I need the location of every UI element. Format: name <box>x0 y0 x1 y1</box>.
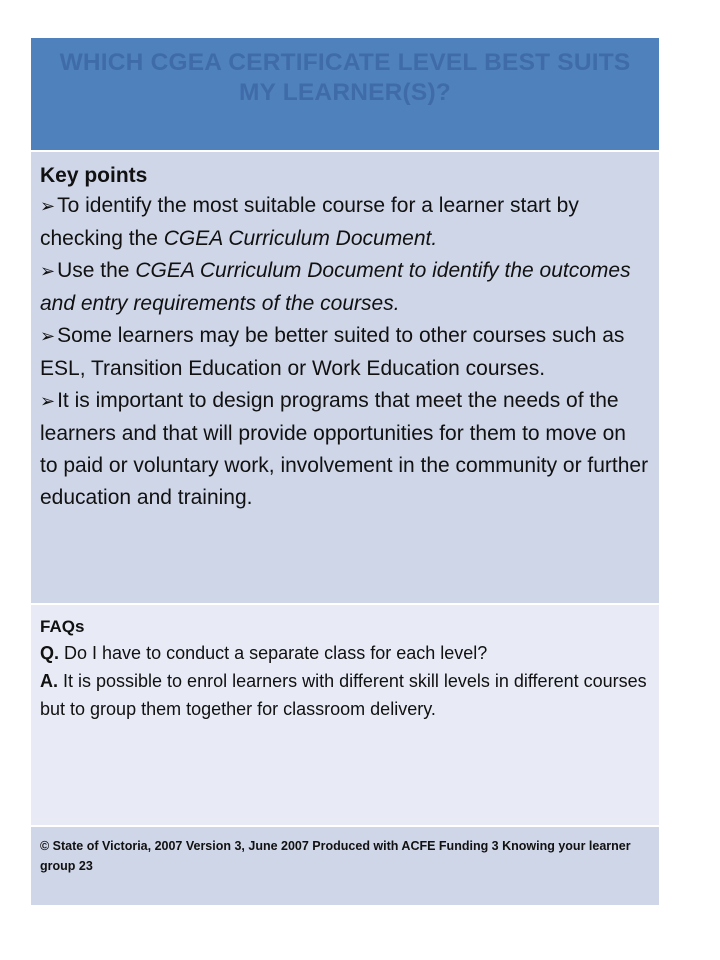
key-point-text: To identify the most suitable course for a learner start by checking the <box>40 194 579 250</box>
key-point-item <box>40 320 649 385</box>
key-point-text: Use the <box>57 259 136 282</box>
title-banner <box>31 38 659 152</box>
key-point-item <box>40 190 649 255</box>
question-text: Do I have to conduct a separate class for each level? <box>59 643 488 663</box>
copyright-text: © State of Victoria, 2007 Version 3, June 2007 Produced with ACFE Funding 3 Knowing your learner group 23 <box>40 839 631 873</box>
answer-text: It is possible to enrol learners with different skill levels in different courses but to group them together for classroom delivery. <box>40 671 647 719</box>
question-label: Q. <box>40 643 60 663</box>
key-point-item <box>40 385 649 514</box>
arrow-bullet-icon: ➢ <box>40 261 56 282</box>
key-point-text: It is important to design programs that meet the needs of the learners and that will provide opportunities for them to move on to paid or voluntary work, involvement in the community or further education and training. <box>40 389 649 509</box>
arrow-bullet-icon: ➢ <box>40 326 56 347</box>
footer-section <box>31 827 659 905</box>
arrow-bullet-icon: ➢ <box>40 391 56 412</box>
faq-question <box>40 639 649 667</box>
key-point-text: Some learners may be better suited to other courses such as ESL, Transition Education or Work Education courses. <box>40 324 625 380</box>
key-point-emphasis: CGEA Curriculum Document to identify the outcomes and entry requirements of the courses. <box>40 259 631 315</box>
faqs-section <box>31 605 659 827</box>
page-title: WHICH CGEA CERTIFICATE LEVEL BEST SUITS MY LEARNER(S)? <box>59 49 631 106</box>
answer-label: A. <box>40 671 58 691</box>
key-points-heading: Key points <box>40 164 148 187</box>
arrow-bullet-icon: ➢ <box>40 196 56 217</box>
key-points-list <box>40 190 649 514</box>
slide-card <box>31 38 659 905</box>
key-point-emphasis: CGEA Curriculum Document. <box>163 227 438 250</box>
key-point-item <box>40 255 649 320</box>
faq-answer <box>40 667 649 723</box>
key-points-section <box>31 154 659 605</box>
faqs-heading: FAQs <box>40 617 85 636</box>
